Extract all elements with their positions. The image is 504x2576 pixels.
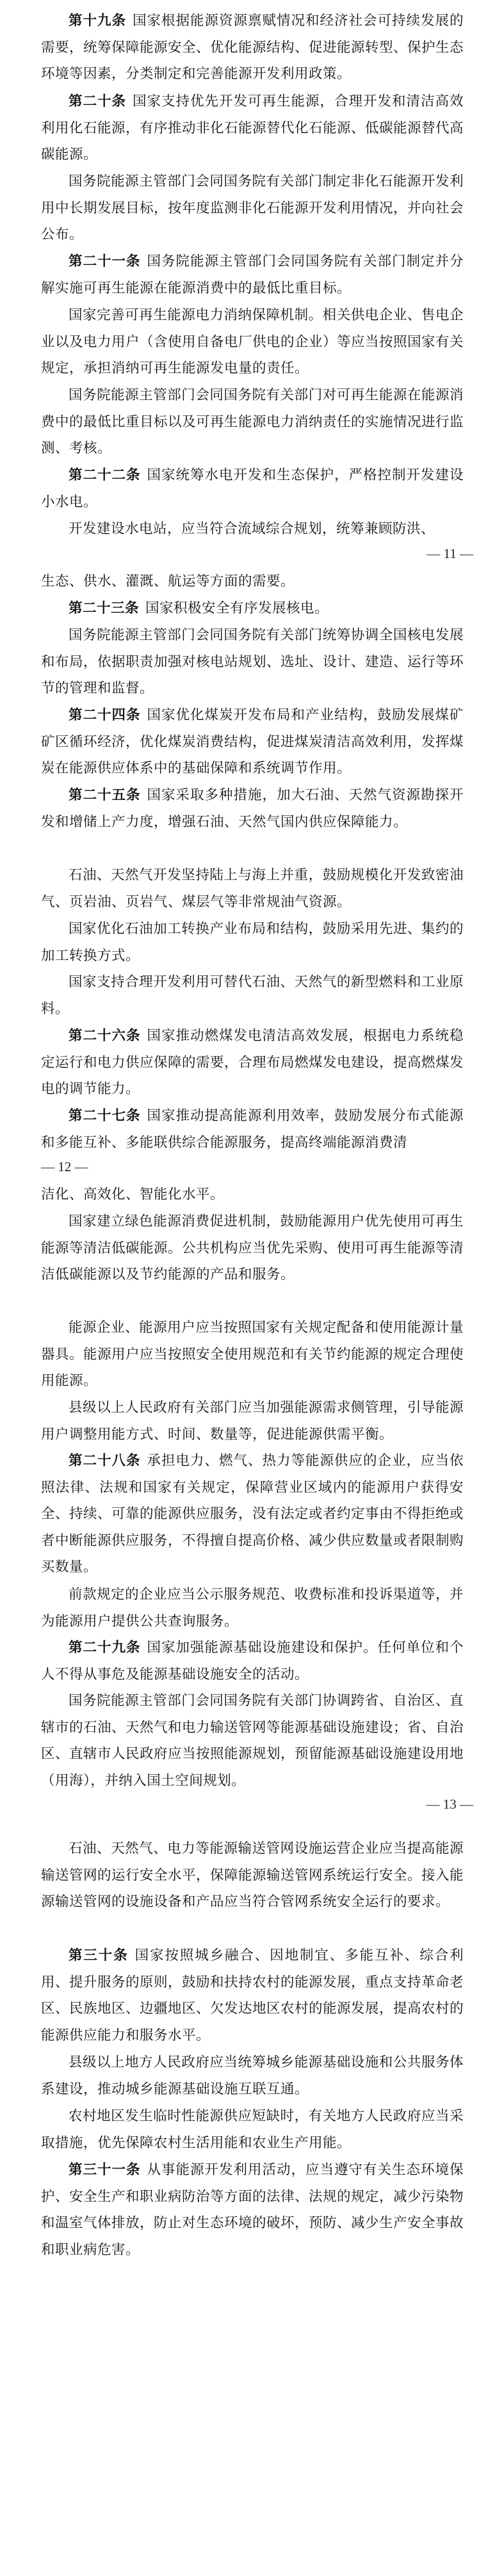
paragraph-text: 县级以上地方人民政府应当统筹城乡能源基础设施和公共服务体系建设，推动城乡能源基础设施互联互通。 — [41, 2054, 464, 2097]
paragraph-article-21 — [41, 248, 464, 301]
paragraph-article-29 — [41, 1635, 464, 1688]
article-heading: 第二十条 — [69, 93, 126, 109]
paragraph-article-28-2 — [41, 1581, 464, 1635]
paragraph-text: 县级以上人民政府有关部门应当加强能源需求侧管理，引导能源用户调整用能方式、时间、数量等，促进能源供需平衡。 — [41, 1400, 464, 1443]
paragraph-article-30-3 — [41, 2103, 464, 2156]
paragraph-text: 国家推动燃煤发电清洁高效发展，根据电力系统稳定运行和电力供应保障的需要，合理布局燃煤发电建设，提高燃煤发电的调节能力。 — [41, 1028, 464, 1097]
paragraph-text: 从事能源开发利用活动，应当遵守有关生态环境保护、安全生产和职业病防治等方面的法律、法规的规定，减少污染物和温室气体排放，防止对生态环境的破坏，预防、减少生产安全事故和职业病危害。 — [41, 2162, 464, 2258]
paragraph-article-27-4 — [41, 1395, 464, 1448]
paragraph-article-25-4 — [41, 969, 464, 1022]
paragraph-text: 国家优化石油加工转换产业布局和结构，鼓励采用先进、集约的加工转换方式。 — [41, 921, 464, 964]
paragraph-text: 国务院能源主管部门会同国务院有关部门统筹协调全国核电发展和布局，依据职责加强对核电站规划、选址、设计、建造、运行等环节的管理和监督。 — [41, 627, 464, 696]
article-heading: 第二十一条 — [69, 253, 141, 269]
paragraph-article-23 — [41, 595, 464, 622]
paragraph-article-22 — [41, 462, 464, 515]
paragraph-text: 国家完善可再生能源电力消纳保障机制。相关供电企业、售电企业以及电力用户（含使用自备电厂供电的企业）等应当按照国家有关规定，承担消纳可再生能源发电量的责任。 — [41, 307, 464, 376]
paragraph-text: 农村地区发生临时性能源供应短缺时，有关地方人民政府应当采取措施，优先保障农村生活用能和农业生产用能。 — [41, 2108, 464, 2151]
paragraph-text: 国务院能源主管部门会同国务院有关部门对可再生能源在能源消费中的最低比重目标以及可再生能源电力消纳责任的实施情况进行监测、考核。 — [41, 387, 464, 456]
paragraph-article-30-2 — [41, 2049, 464, 2102]
paragraph-article-23-2 — [41, 622, 464, 702]
paragraph-article-26 — [41, 1023, 464, 1103]
paragraph-article-22-2 — [41, 516, 464, 543]
paragraph-article-20-2 — [41, 168, 464, 248]
paragraph-article-29-2 — [41, 1688, 464, 1794]
paragraph-text: 石油、天然气开发坚持陆上与海上并重，鼓励规模化开发致密油气、页岩油、页岩气、煤层气等非常规油气资源。 — [41, 867, 464, 910]
paragraph-article-22-3 — [41, 568, 464, 595]
paragraph-text: 国家优化煤炭开发布局和产业结构，鼓励发展煤矿矿区循环经济，优化煤炭消费结构，促进煤炭清洁高效利用，发挥煤炭在能源供应体系中的基础保障和系统调节作用。 — [41, 707, 464, 776]
page-number: — 11 — — [427, 546, 473, 561]
paragraph-article-27 — [41, 1103, 464, 1156]
article-heading: 第二十四条 — [69, 707, 141, 723]
paragraph-article-31 — [41, 2157, 464, 2263]
article-heading: 第三十条 — [69, 1948, 129, 1964]
paragraph-text: 国家按照城乡融合、因地制宜、多能互补、综合利用、提升服务的原则，鼓励和扶持农村的能源发展，重点支持革命老区、民族地区、边疆地区、欠发达地区农村的能源发展，提高农村的能源供应能力和服务水平。 — [41, 1948, 464, 2044]
paragraph-text: 国家积极安全有序发展核电。 — [145, 600, 329, 616]
paragraph-article-20 — [41, 88, 464, 168]
paragraph-text: 国务院能源主管部门会同国务院有关部门协调跨省、自治区、直辖市的石油、天然气和电力输送管网等能源基础设施建设；省、自治区、直辖市人民政府应当按照能源规划，预留能源基础设施建设用地（用海），并纳入国土空间规划。 — [41, 1693, 464, 1789]
paragraph-text: 国家支持合理开发利用可替代石油、天然气的新型燃料和工业原料。 — [41, 974, 464, 1017]
paragraph-article-27-3 — [41, 1315, 464, 1395]
paragraph-article-25 — [41, 782, 464, 835]
article-heading: 第三十一条 — [69, 2162, 141, 2178]
article-heading: 第十九条 — [69, 13, 126, 29]
paragraph-text: 国家根据能源资源禀赋情况和经济社会可持续发展的需要，统筹保障能源安全、优化能源结构、促进能源转型、保护生态环境等因素，分类制定和完善能源开发利用政策。 — [41, 13, 464, 82]
paragraph-article-21-2 — [41, 302, 464, 382]
paragraph-article-25-3 — [41, 916, 464, 969]
paragraph-article-30 — [41, 1942, 464, 2049]
paragraph-article-25-2 — [41, 862, 464, 915]
paragraph-text: 开发建设水电站，应当符合流域综合规划，统筹兼顾防洪、 — [69, 521, 435, 537]
article-heading: 第二十二条 — [69, 467, 141, 483]
paragraph-text: 前款规定的企业应当公示服务规范、收费标准和投诉渠道等，并为能源用户提供公共查询服务。 — [41, 1587, 464, 1629]
paragraph-article-28 — [41, 1448, 464, 1581]
paragraph-article-29-3 — [41, 1836, 464, 1916]
article-heading: 第二十八条 — [69, 1453, 141, 1469]
paragraph-text: 国家加强能源基础设施建设和保护。任何单位和个人不得从事危及能源基础设施安全的活动。 — [41, 1640, 464, 1683]
paragraph-article-24 — [41, 702, 464, 782]
paragraph-text: 国家建立绿色能源消费促进机制，鼓励能源用户优先使用可再生能源等清洁低碳能源。公共机构应当优先采购、使用可再生能源等清洁低碳能源以及节约能源的产品和服务。 — [41, 1213, 464, 1283]
paragraph-text: 国务院能源主管部门会同国务院有关部门制定并分解实施可再生能源在能源消费中的最低比重目标。 — [41, 253, 464, 296]
page-number: — 12 — — [41, 1159, 88, 1174]
paragraph-text: 生态、供水、灌溉、航运等方面的需要。 — [41, 573, 295, 589]
article-heading: 第二十六条 — [69, 1028, 141, 1044]
paragraph-article-27-cont — [41, 1181, 464, 1208]
paragraph-article-21-3 — [41, 382, 464, 462]
paragraph-text: 国家采取多种措施，加大石油、天然气资源勘探开发和增储上产力度，增强石油、天然气国内供应保障能力。 — [41, 787, 464, 830]
article-heading: 第二十九条 — [69, 1640, 141, 1656]
paragraph-text: 承担电力、燃气、热力等能源供应的企业，应当依照法律、法规和国家有关规定，保障营业区域内的能源用户获得安全、持续、可靠的能源供应服务，没有法定或者约定事由不得拒绝或者中断能源供应服务，不得擅自提高价格、减少供应数量或者限制购买数量。 — [41, 1453, 464, 1575]
paragraph-text: 国家推动提高能源利用效率，鼓励发展分布式能源和多能互补、多能联供综合能源服务，提高终端能源消费清 — [41, 1108, 464, 1151]
paragraph-text: 国家统筹水电开发和生态保护，严格控制开发建设小水电。 — [41, 467, 464, 510]
paragraph-text: 能源企业、能源用户应当按照国家有关规定配备和使用能源计量器具。能源用户应当按照安全使用规范和有关节约能源的规定合理使用能源。 — [41, 1320, 464, 1389]
article-heading: 第二十五条 — [69, 787, 141, 803]
paragraph-text: 石油、天然气、电力等能源输送管网设施运营企业应当提高能源输送管网的运行安全水平，保障能源输送管网系统运行安全。接入能源输送管网的设施设备和产品应当符合管网系统安全运行的要求。 — [41, 1841, 464, 1910]
paragraph-text: 洁化、高效化、智能化水平。 — [41, 1187, 225, 1203]
paragraph-text: 国务院能源主管部门会同国务院有关部门制定非化石能源开发利用中长期发展目标，按年度监测非化石能源开发利用情况，并向社会公布。 — [41, 173, 464, 243]
paragraph-text: 国家支持优先开发可再生能源，合理开发和清洁高效利用化石能源，有序推动非化石能源替代化石能源、低碳能源替代高碳能源。 — [41, 93, 464, 163]
paragraph-article-19 — [41, 8, 464, 88]
article-heading: 第二十三条 — [69, 600, 140, 616]
page-number: — 13 — — [426, 1796, 473, 1812]
article-heading: 第二十七条 — [69, 1108, 141, 1124]
paragraph-article-27-2 — [41, 1208, 464, 1288]
